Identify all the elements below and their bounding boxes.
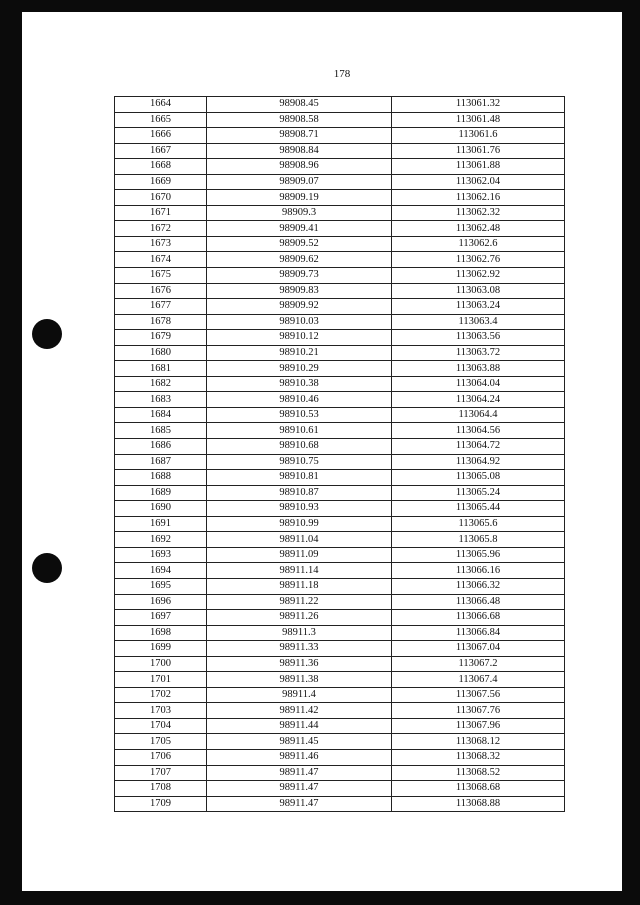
value-a-cell: 98908.45 — [207, 97, 392, 113]
table-row — [115, 190, 565, 206]
value-a-cell: 98910.46 — [207, 392, 392, 408]
table-row — [115, 563, 565, 579]
row-index-cell: 1672 — [115, 221, 207, 237]
value-a-cell: 98911.4 — [207, 687, 392, 703]
value-b-cell: 113062.48 — [392, 221, 565, 237]
table-row — [115, 547, 565, 563]
value-b-cell: 113064.72 — [392, 439, 565, 455]
value-b-cell: 113068.88 — [392, 796, 565, 812]
row-index-cell: 1691 — [115, 516, 207, 532]
value-b-cell: 113064.24 — [392, 392, 565, 408]
value-b-cell: 113067.96 — [392, 718, 565, 734]
row-index-cell: 1687 — [115, 454, 207, 470]
row-index-cell: 1694 — [115, 563, 207, 579]
value-a-cell: 98911.44 — [207, 718, 392, 734]
value-a-cell: 98909.83 — [207, 283, 392, 299]
value-a-cell: 98910.81 — [207, 470, 392, 486]
value-a-cell: 98910.61 — [207, 423, 392, 439]
row-index-cell: 1704 — [115, 718, 207, 734]
value-a-cell: 98910.38 — [207, 376, 392, 392]
value-b-cell: 113068.12 — [392, 734, 565, 750]
table-row — [115, 749, 565, 765]
value-a-cell: 98911.22 — [207, 594, 392, 610]
table-row — [115, 345, 565, 361]
data-table — [114, 96, 565, 812]
table-row — [115, 268, 565, 284]
value-a-cell: 98909.3 — [207, 205, 392, 221]
row-index-cell: 1671 — [115, 205, 207, 221]
table-row — [115, 625, 565, 641]
row-index-cell: 1677 — [115, 299, 207, 315]
value-b-cell: 113066.16 — [392, 563, 565, 579]
value-b-cell: 113062.76 — [392, 252, 565, 268]
value-b-cell: 113065.8 — [392, 532, 565, 548]
row-index-cell: 1685 — [115, 423, 207, 439]
value-b-cell: 113065.96 — [392, 547, 565, 563]
table-row — [115, 641, 565, 657]
value-b-cell: 113066.32 — [392, 578, 565, 594]
table-row — [115, 159, 565, 175]
row-index-cell: 1693 — [115, 547, 207, 563]
row-index-cell: 1665 — [115, 112, 207, 128]
value-a-cell: 98911.14 — [207, 563, 392, 579]
value-b-cell: 113066.84 — [392, 625, 565, 641]
row-index-cell: 1667 — [115, 143, 207, 159]
row-index-cell: 1695 — [115, 578, 207, 594]
table-row — [115, 330, 565, 346]
value-a-cell: 98908.58 — [207, 112, 392, 128]
value-b-cell: 113063.88 — [392, 361, 565, 377]
value-b-cell: 113068.68 — [392, 781, 565, 797]
value-b-cell: 113061.88 — [392, 159, 565, 175]
table-row — [115, 594, 565, 610]
row-index-cell: 1707 — [115, 765, 207, 781]
table-row — [115, 439, 565, 455]
value-a-cell: 98909.52 — [207, 236, 392, 252]
value-a-cell: 98909.73 — [207, 268, 392, 284]
row-index-cell: 1708 — [115, 781, 207, 797]
table-row — [115, 361, 565, 377]
value-b-cell: 113064.4 — [392, 407, 565, 423]
value-b-cell: 113065.24 — [392, 485, 565, 501]
value-a-cell: 98911.38 — [207, 672, 392, 688]
scan-edge-left — [0, 0, 22, 905]
value-b-cell: 113065.08 — [392, 470, 565, 486]
row-index-cell: 1678 — [115, 314, 207, 330]
value-b-cell: 113067.04 — [392, 641, 565, 657]
table-row — [115, 143, 565, 159]
row-index-cell: 1697 — [115, 610, 207, 626]
table-row — [115, 392, 565, 408]
row-index-cell: 1680 — [115, 345, 207, 361]
value-a-cell: 98910.99 — [207, 516, 392, 532]
value-a-cell: 98911.46 — [207, 749, 392, 765]
punch-hole-upper — [32, 319, 62, 349]
value-a-cell: 98910.53 — [207, 407, 392, 423]
row-index-cell: 1705 — [115, 734, 207, 750]
value-b-cell: 113061.48 — [392, 112, 565, 128]
row-index-cell: 1684 — [115, 407, 207, 423]
value-a-cell: 98911.36 — [207, 656, 392, 672]
value-a-cell: 98909.62 — [207, 252, 392, 268]
scan-edge-top — [0, 0, 640, 12]
value-b-cell: 113066.68 — [392, 610, 565, 626]
row-index-cell: 1692 — [115, 532, 207, 548]
table-row — [115, 283, 565, 299]
table-row — [115, 501, 565, 517]
table-row — [115, 765, 565, 781]
row-index-cell: 1679 — [115, 330, 207, 346]
table-row — [115, 672, 565, 688]
table-row — [115, 221, 565, 237]
row-index-cell: 1699 — [115, 641, 207, 657]
value-a-cell: 98911.09 — [207, 547, 392, 563]
row-index-cell: 1689 — [115, 485, 207, 501]
value-b-cell: 113063.56 — [392, 330, 565, 346]
table-row — [115, 470, 565, 486]
value-a-cell: 98911.47 — [207, 765, 392, 781]
value-a-cell: 98911.42 — [207, 703, 392, 719]
table-row — [115, 578, 565, 594]
value-a-cell: 98910.03 — [207, 314, 392, 330]
value-a-cell: 98908.84 — [207, 143, 392, 159]
row-index-cell: 1690 — [115, 501, 207, 517]
value-a-cell: 98911.18 — [207, 578, 392, 594]
table-row — [115, 610, 565, 626]
row-index-cell: 1664 — [115, 97, 207, 113]
value-a-cell: 98908.96 — [207, 159, 392, 175]
value-b-cell: 113061.32 — [392, 97, 565, 113]
table-row — [115, 299, 565, 315]
row-index-cell: 1701 — [115, 672, 207, 688]
table-row — [115, 112, 565, 128]
value-a-cell: 98910.29 — [207, 361, 392, 377]
value-b-cell: 113061.76 — [392, 143, 565, 159]
value-a-cell: 98911.45 — [207, 734, 392, 750]
value-a-cell: 98909.19 — [207, 190, 392, 206]
row-index-cell: 1703 — [115, 703, 207, 719]
table-row — [115, 174, 565, 190]
value-a-cell: 98910.75 — [207, 454, 392, 470]
page-number: 178 — [333, 68, 351, 80]
value-a-cell: 98911.26 — [207, 610, 392, 626]
value-b-cell: 113067.76 — [392, 703, 565, 719]
table-row — [115, 423, 565, 439]
table-row — [115, 687, 565, 703]
value-b-cell: 113065.6 — [392, 516, 565, 532]
value-a-cell: 98909.07 — [207, 174, 392, 190]
value-a-cell: 98910.87 — [207, 485, 392, 501]
value-b-cell: 113066.48 — [392, 594, 565, 610]
row-index-cell: 1706 — [115, 749, 207, 765]
row-index-cell: 1668 — [115, 159, 207, 175]
row-index-cell: 1696 — [115, 594, 207, 610]
table-row — [115, 485, 565, 501]
row-index-cell: 1709 — [115, 796, 207, 812]
table-row — [115, 236, 565, 252]
row-index-cell: 1666 — [115, 128, 207, 144]
value-a-cell: 98909.92 — [207, 299, 392, 315]
value-a-cell: 98908.71 — [207, 128, 392, 144]
table-row — [115, 314, 565, 330]
value-b-cell: 113062.6 — [392, 236, 565, 252]
value-b-cell: 113063.08 — [392, 283, 565, 299]
value-b-cell: 113067.56 — [392, 687, 565, 703]
value-b-cell: 113062.16 — [392, 190, 565, 206]
value-b-cell: 113064.04 — [392, 376, 565, 392]
value-b-cell: 113063.24 — [392, 299, 565, 315]
row-index-cell: 1670 — [115, 190, 207, 206]
row-index-cell: 1683 — [115, 392, 207, 408]
value-a-cell: 98911.47 — [207, 781, 392, 797]
table-row — [115, 718, 565, 734]
table-row — [115, 128, 565, 144]
row-index-cell: 1682 — [115, 376, 207, 392]
table-row — [115, 516, 565, 532]
value-b-cell: 113068.32 — [392, 749, 565, 765]
table-row — [115, 703, 565, 719]
table-row — [115, 781, 565, 797]
table-row — [115, 734, 565, 750]
table-row — [115, 252, 565, 268]
value-b-cell: 113067.4 — [392, 672, 565, 688]
row-index-cell: 1674 — [115, 252, 207, 268]
row-index-cell: 1681 — [115, 361, 207, 377]
row-index-cell: 1676 — [115, 283, 207, 299]
scan-edge-bottom — [0, 891, 640, 905]
table-row — [115, 407, 565, 423]
row-index-cell: 1669 — [115, 174, 207, 190]
value-b-cell: 113065.44 — [392, 501, 565, 517]
value-b-cell: 113062.04 — [392, 174, 565, 190]
value-b-cell: 113064.56 — [392, 423, 565, 439]
value-a-cell: 98910.21 — [207, 345, 392, 361]
table-row — [115, 532, 565, 548]
value-b-cell: 113064.92 — [392, 454, 565, 470]
value-b-cell: 113061.6 — [392, 128, 565, 144]
row-index-cell: 1700 — [115, 656, 207, 672]
value-b-cell: 113067.2 — [392, 656, 565, 672]
value-b-cell: 113063.4 — [392, 314, 565, 330]
value-a-cell: 98910.12 — [207, 330, 392, 346]
table-row — [115, 205, 565, 221]
value-b-cell: 113062.92 — [392, 268, 565, 284]
scan-edge-right — [622, 0, 640, 905]
value-a-cell: 98911.33 — [207, 641, 392, 657]
table-body — [115, 97, 565, 812]
value-a-cell: 98911.47 — [207, 796, 392, 812]
value-b-cell: 113068.52 — [392, 765, 565, 781]
value-a-cell: 98911.04 — [207, 532, 392, 548]
punch-hole-lower — [32, 553, 62, 583]
row-index-cell: 1698 — [115, 625, 207, 641]
table-row — [115, 454, 565, 470]
row-index-cell: 1675 — [115, 268, 207, 284]
row-index-cell: 1686 — [115, 439, 207, 455]
value-a-cell: 98909.41 — [207, 221, 392, 237]
table-row — [115, 656, 565, 672]
value-a-cell: 98911.3 — [207, 625, 392, 641]
row-index-cell: 1688 — [115, 470, 207, 486]
value-b-cell: 113063.72 — [392, 345, 565, 361]
value-a-cell: 98910.68 — [207, 439, 392, 455]
row-index-cell: 1702 — [115, 687, 207, 703]
value-a-cell: 98910.93 — [207, 501, 392, 517]
table-row — [115, 97, 565, 113]
table-row — [115, 376, 565, 392]
value-b-cell: 113062.32 — [392, 205, 565, 221]
table-row — [115, 796, 565, 812]
row-index-cell: 1673 — [115, 236, 207, 252]
